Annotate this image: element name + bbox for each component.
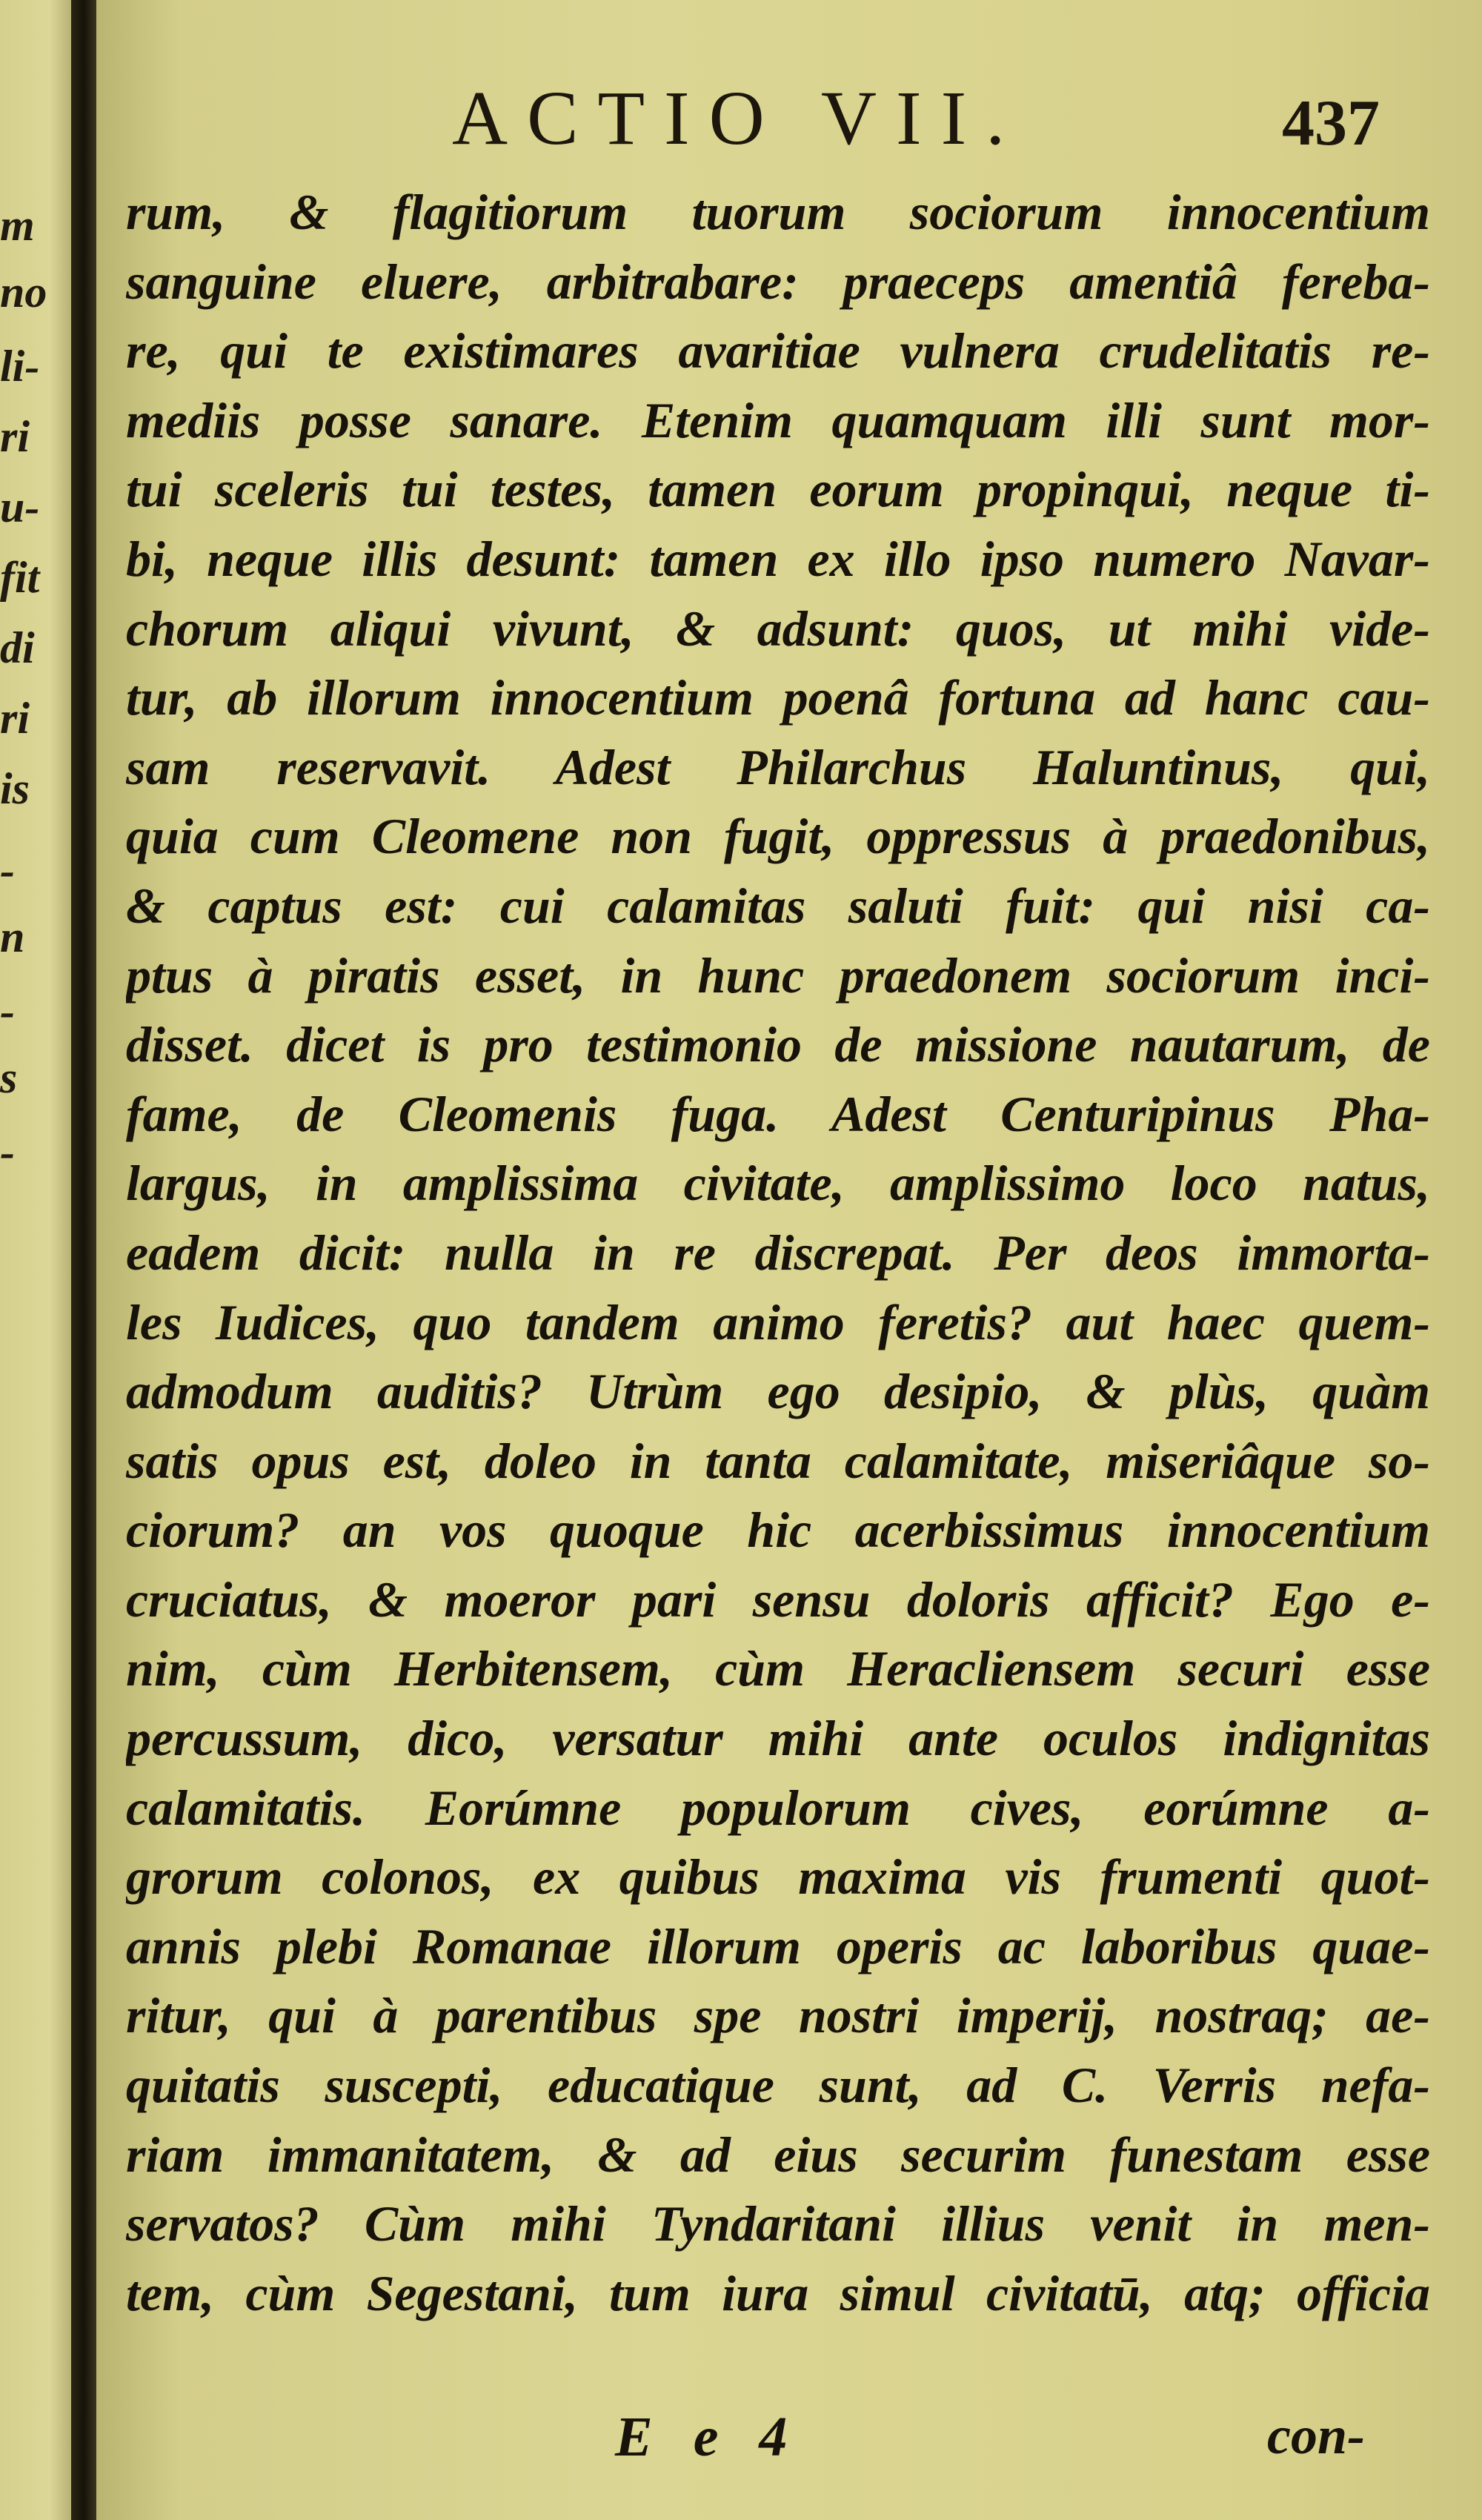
running-title: ACTIO VII. [452, 76, 1025, 161]
text-line: eadem dicit: nulla in re discrepat. Per deos immorta- [126, 1224, 1430, 1281]
text-line: percussum, dico, versatur mihi ante oculos indignitas [126, 1710, 1430, 1767]
text-line: calamitatis. Eorúmne populorum cives, eorúmne a- [126, 1779, 1430, 1836]
text-line: cruciatus, & moeror pari sensu doloris afficit? Ego e- [126, 1571, 1430, 1628]
catchword: con- [1267, 2406, 1365, 2465]
text-line: sanguine eluere, arbitrabare: praeceps amentiâ fereba- [126, 253, 1430, 310]
text-line: satis opus est, doleo in tanta calamitate, miseriâque so- [126, 1432, 1430, 1489]
text-line: tur, ab illorum innocentium poenâ fortuna ad hanc cau- [126, 669, 1430, 726]
left-page-fragment: - [0, 987, 15, 1035]
signature-mark: E e 4 [615, 2406, 801, 2468]
text-line: tui sceleris tui testes, tamen eorum propinqui, neque ti- [126, 461, 1430, 518]
text-line: ptus à piratis esset, in hunc praedonem sociorum inci- [126, 946, 1430, 1004]
book-gutter [71, 0, 96, 2520]
page-header [96, 74, 1482, 163]
book-page [96, 0, 1482, 2520]
text-line: rum, & flagitiorum tuorum sociorum innocentium [126, 184, 1430, 240]
text-line: bi, neque illis desunt: tamen ex illo ipso numero Navar- [126, 530, 1430, 587]
body-text [126, 178, 1430, 2328]
text-line: tem, cùm Segestani, tum iura simul civitatū, atq; officia [126, 2264, 1430, 2321]
text-line: grorum colonos, ex quibus maxima vis frumenti quot- [126, 1848, 1430, 1906]
text-line: disset. dicet is pro testimonio de missione nautarum, de [126, 1016, 1430, 1073]
text-line: quia cum Cleomene non fugit, oppressus à praedonibus, [126, 808, 1430, 865]
text-line: fame, de Cleomenis fuga. Adest Centuripinus Pha- [126, 1085, 1430, 1142]
page-number: 437 [1282, 87, 1380, 159]
text-line: servatos? Cùm mihi Tyndaritani illius venit in men- [126, 2195, 1430, 2252]
left-page-fragment: - [0, 1127, 15, 1176]
left-page-fragment: di [0, 623, 35, 672]
text-line: chorum aliqui vivunt, & adsunt: quos, ut mihi vide- [126, 600, 1430, 657]
left-page-fragment: - [0, 846, 15, 895]
left-page-fragment: is [0, 764, 30, 813]
text-line: annis plebi Romanae illorum operis ac laboribus quae- [126, 1917, 1430, 1974]
text-line: riam immanitatem, & ad eius securim funestam esse [126, 2126, 1430, 2183]
text-line: admodum auditis? Utrùm ego desipio, & plùs, quàm [126, 1363, 1430, 1420]
left-page-fragment: s [0, 1053, 18, 1102]
left-page-fragment: ri [0, 694, 30, 743]
left-page-edge [0, 0, 71, 2520]
text-line: largus, in amplissima civitate, amplissimo loco natus, [126, 1155, 1430, 1212]
text-line: mediis posse sanare. Etenim quamquam illi sunt mor- [126, 391, 1430, 448]
left-page-fragment: n [0, 912, 25, 961]
left-page-fragment: no [0, 268, 47, 316]
text-line: les Iudices, quo tandem animo feretis? aut haec quem- [126, 1293, 1430, 1350]
left-page-fragment: fit [0, 553, 40, 602]
text-line: nim, cùm Herbitensem, cùm Heracliensem securi esse [126, 1640, 1430, 1697]
text-line: re, qui te existimares avaritiae vulnera crudelitatis re- [126, 322, 1430, 379]
left-page-fragment: m [0, 201, 35, 250]
page-footer [96, 2405, 1482, 2487]
left-page-fragment: li- [0, 342, 40, 391]
text-line: & captus est: cui calamitas saluti fuit: qui nisi ca- [126, 877, 1430, 934]
text-line: sam reservavit. Adest Philarchus Haluntinus, qui, [126, 738, 1430, 795]
left-page-fragment: ri [0, 412, 30, 461]
text-line: quitatis suscepti, educatique sunt, ad C. Verris nefa- [126, 2057, 1430, 2114]
text-line: ritur, qui à parentibus spe nostri imperij, nostraq; ae- [126, 1987, 1430, 2044]
left-page-fragment: u- [0, 483, 40, 531]
text-line: ciorum? an vos quoque hic acerbissimus innocentium [126, 1502, 1430, 1559]
